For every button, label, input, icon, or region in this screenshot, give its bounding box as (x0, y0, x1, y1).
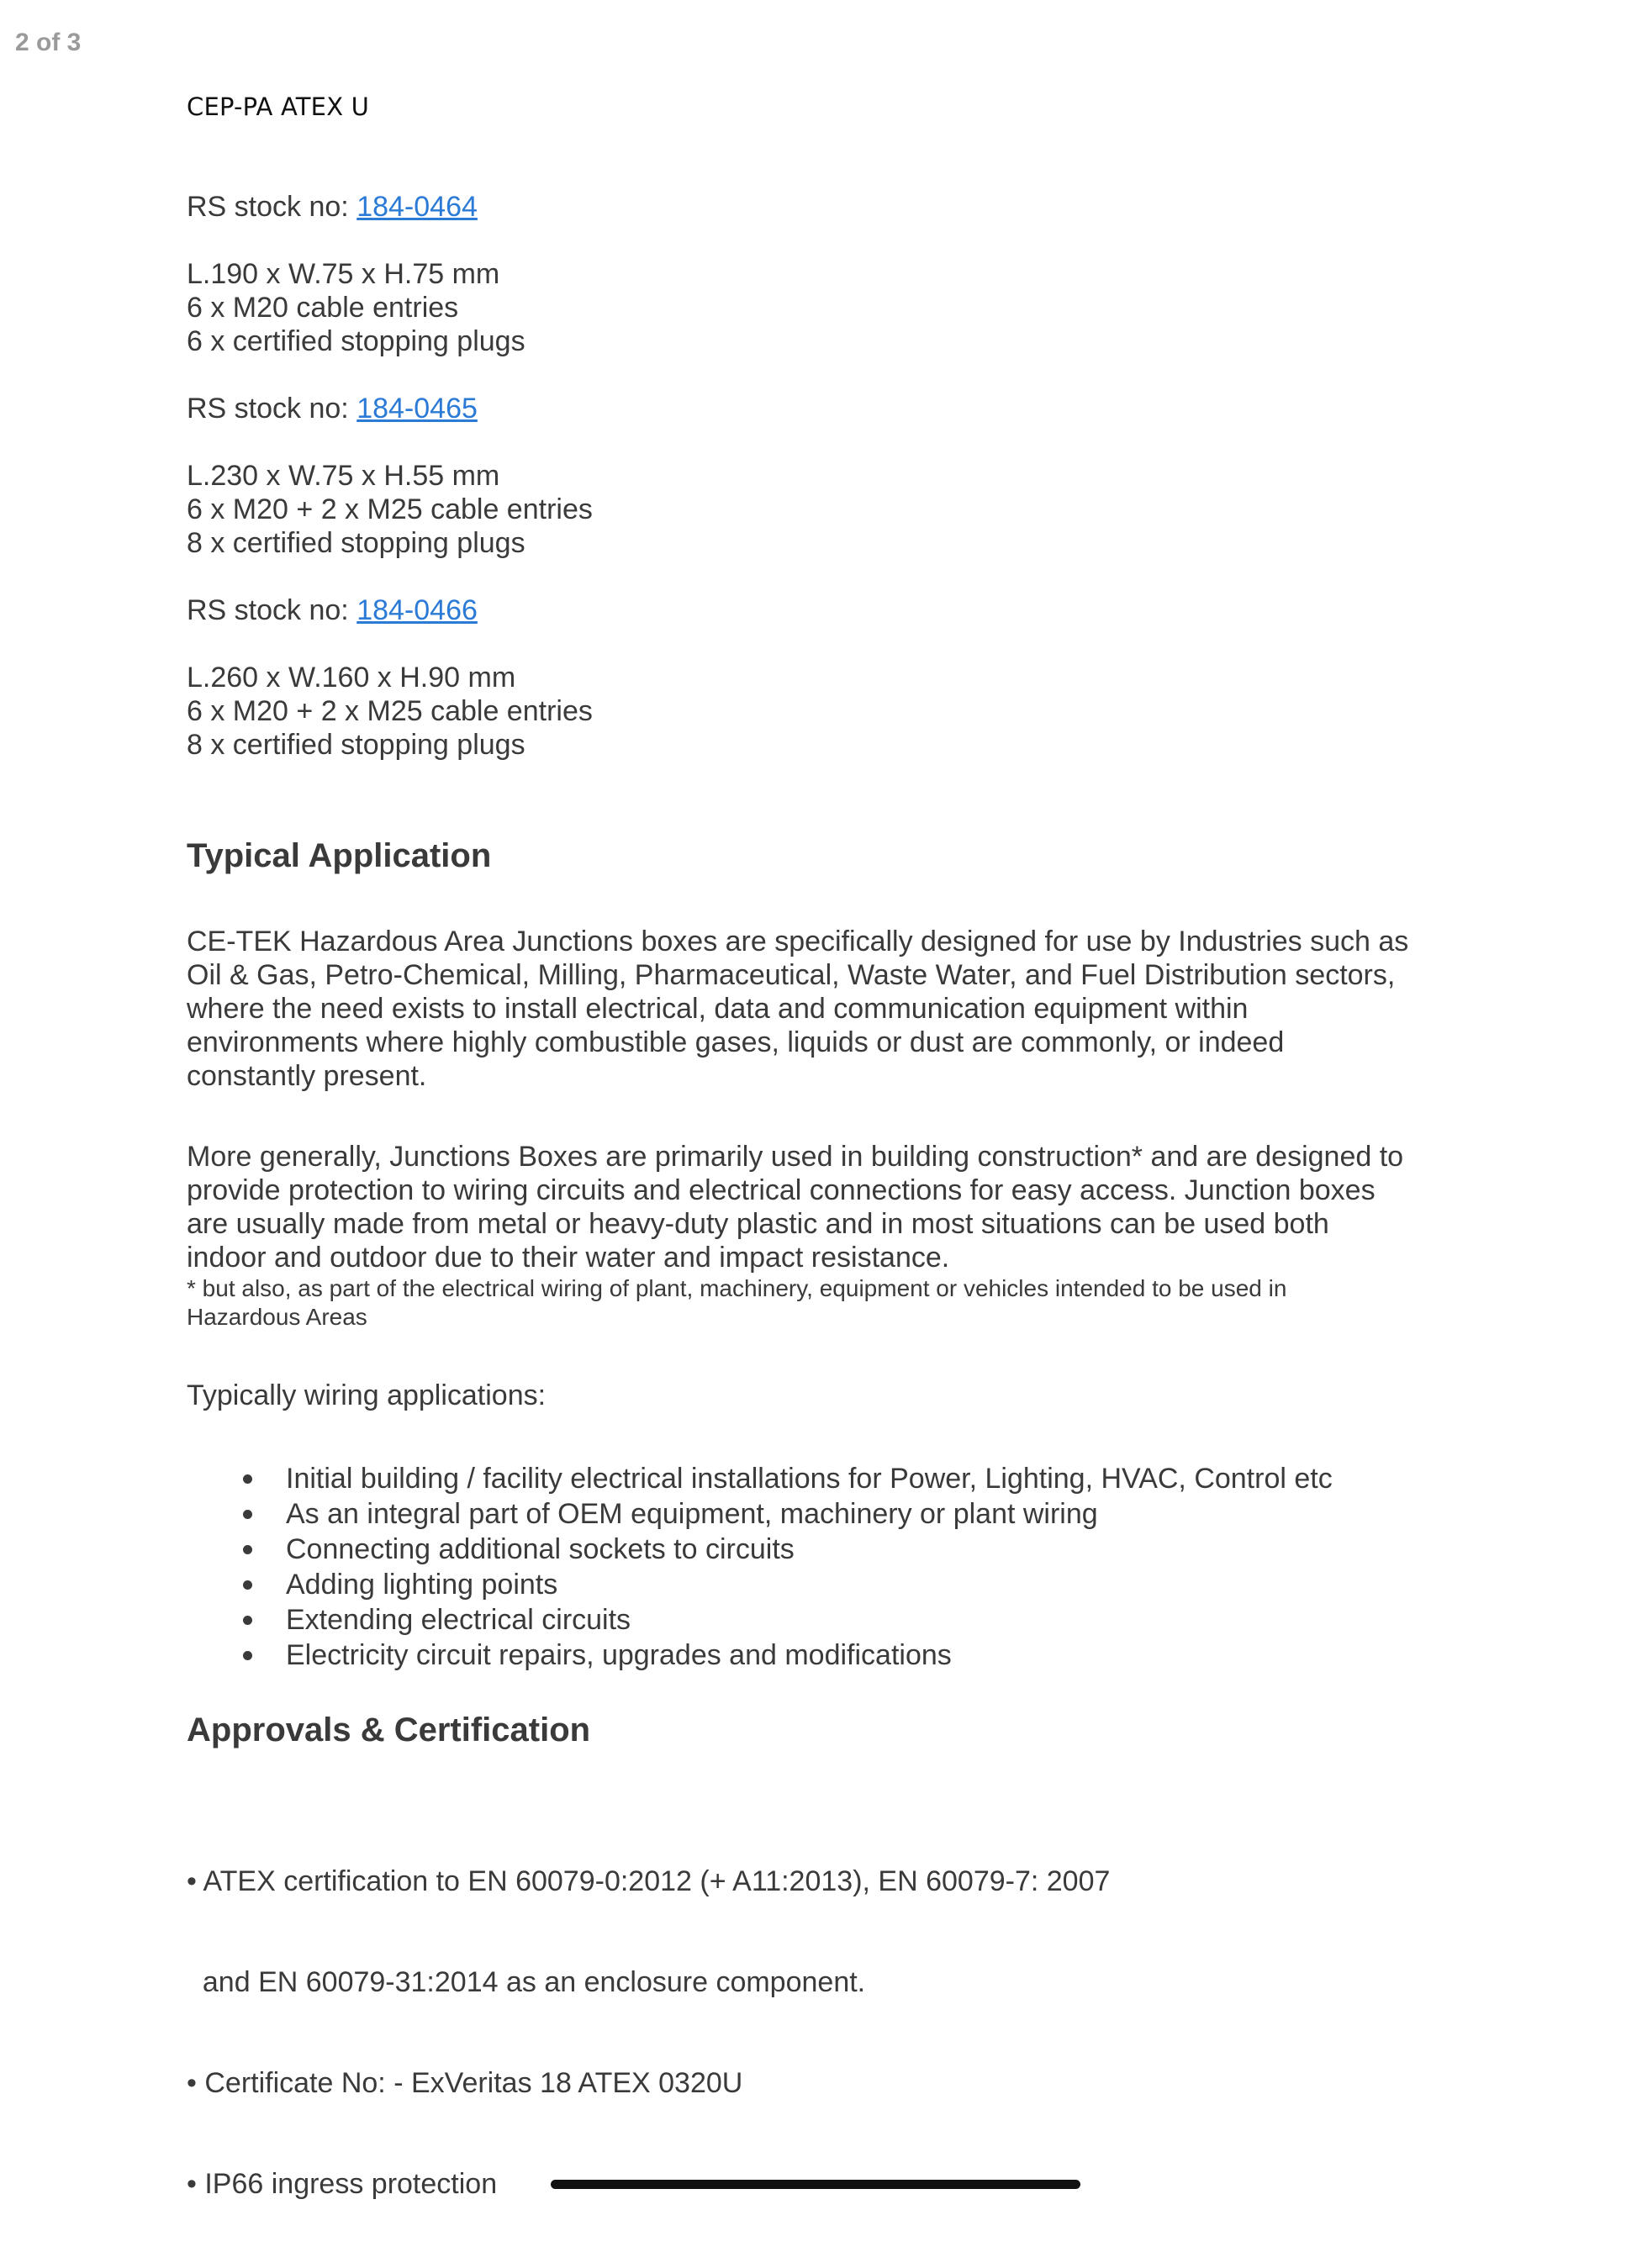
list-item-text: Electricity circuit repairs, upgrades and modifications (286, 1639, 952, 1671)
list-item (187, 1602, 1333, 1638)
paragraph-line: indoor and outdoor due to their water and impact resistance. (187, 1242, 950, 1274)
list-item (187, 1461, 1333, 1496)
product-specs (187, 661, 593, 762)
list-item (187, 1567, 1333, 1602)
approval-line: • IP66 ingress protection (187, 2168, 498, 2200)
list-item (187, 1496, 1333, 1532)
spec-stopping-plugs: 8 x certified stopping plugs (187, 729, 525, 761)
list-item (187, 1532, 1333, 1567)
list-item-text: Initial building / facility electrical installations for Power, Lighting, HVAC, Control etc (286, 1463, 1333, 1495)
footnote-line: * but also, as part of the electrical wiring of plant, machinery, equipment or vehicles intended to be used in (187, 1275, 1287, 1301)
product-specs (187, 257, 525, 358)
spec-dimensions: L.260 x W.160 x H.90 mm (187, 662, 516, 694)
application-paragraph (187, 925, 1481, 1093)
approval-line: • Certificate No: - ExVeritas 18 ATEX 0320U (187, 2067, 743, 2099)
spec-stopping-plugs: 6 x certified stopping plugs (187, 325, 525, 357)
approval-line: and EN 60079-31:2014 as an enclosure component. (187, 1966, 866, 1998)
page-indicator: 2 of 3 (15, 29, 82, 56)
junction-boxes-paragraph (187, 1140, 1481, 1274)
stock-number-link[interactable]: 184-0466 (356, 594, 478, 626)
approval-line: • ATEX certification to EN 60079-0:2012 (+ A11:2013), EN 60079-7: 2007 (187, 1865, 1111, 1897)
document-header: CEP-PA ATEX U (187, 92, 370, 121)
paragraph-line: environments where highly combustible gases, liquids or dust are commonly, or indeed (187, 1026, 1285, 1058)
home-indicator[interactable] (551, 2180, 1080, 2189)
spec-cable-entries: 6 x M20 + 2 x M25 cable entries (187, 493, 593, 525)
paragraph-line: provide protection to wiring circuits and electrical connections for easy access. Junction boxes (187, 1174, 1376, 1206)
spec-cable-entries: 6 x M20 + 2 x M25 cable entries (187, 695, 593, 727)
paragraph-line: Oil & Gas, Petro-Chemical, Milling, Pharmaceutical, Waste Water, and Fuel Distribution sectors, (187, 959, 1396, 991)
list-item-text: Connecting additional sockets to circuits (286, 1533, 795, 1565)
list-item (187, 1638, 1333, 1673)
stock-number-link[interactable]: 184-0465 (356, 393, 478, 425)
list-item-text: As an integral part of OEM equipment, machinery or plant wiring (286, 1498, 1098, 1530)
product-stock-line (187, 593, 478, 627)
spec-cable-entries: 6 x M20 cable entries (187, 292, 459, 324)
stock-number-link[interactable]: 184-0464 (356, 191, 478, 223)
approvals-list (187, 1797, 1110, 2268)
bullet-icon (243, 1510, 252, 1519)
paragraph-line: where the need exists to install electrical, data and communication equipment within (187, 993, 1249, 1025)
paragraph-line: constantly present. (187, 1060, 427, 1092)
bullet-icon (243, 1474, 252, 1484)
paragraph-line: CE-TEK Hazardous Area Junctions boxes are specifically designed for use by Industries such as (187, 926, 1409, 957)
paragraph-line: More generally, Junctions Boxes are primarily used in building construction* and are designed to (187, 1141, 1404, 1173)
product-stock-line (187, 392, 478, 425)
product-stock-line (187, 190, 478, 224)
bullet-icon (243, 1651, 252, 1660)
section-heading-typical-application: Typical Application (187, 837, 492, 874)
bullet-icon (243, 1580, 252, 1590)
stock-label: RS stock no: (187, 393, 357, 425)
spec-dimensions: L.190 x W.75 x H.75 mm (187, 258, 500, 290)
footnote (187, 1274, 1481, 1332)
wiring-intro: Typically wiring applications: (187, 1379, 547, 1411)
list-item-text: Extending electrical circuits (286, 1604, 631, 1636)
section-heading-approvals: Approvals & Certification (187, 1712, 591, 1748)
list-item-text: Adding lighting points (286, 1569, 558, 1601)
bullet-icon (243, 1616, 252, 1625)
product-specs (187, 459, 593, 560)
stock-label: RS stock no: (187, 594, 357, 626)
paragraph-line: are usually made from metal or heavy-duty plastic and in most situations can be used both (187, 1208, 1329, 1240)
spec-dimensions: L.230 x W.75 x H.55 mm (187, 460, 500, 492)
wiring-applications-list (187, 1461, 1333, 1673)
spec-stopping-plugs: 8 x certified stopping plugs (187, 527, 525, 559)
footnote-line: Hazardous Areas (187, 1304, 367, 1330)
bullet-icon (243, 1545, 252, 1554)
stock-label: RS stock no: (187, 191, 357, 223)
